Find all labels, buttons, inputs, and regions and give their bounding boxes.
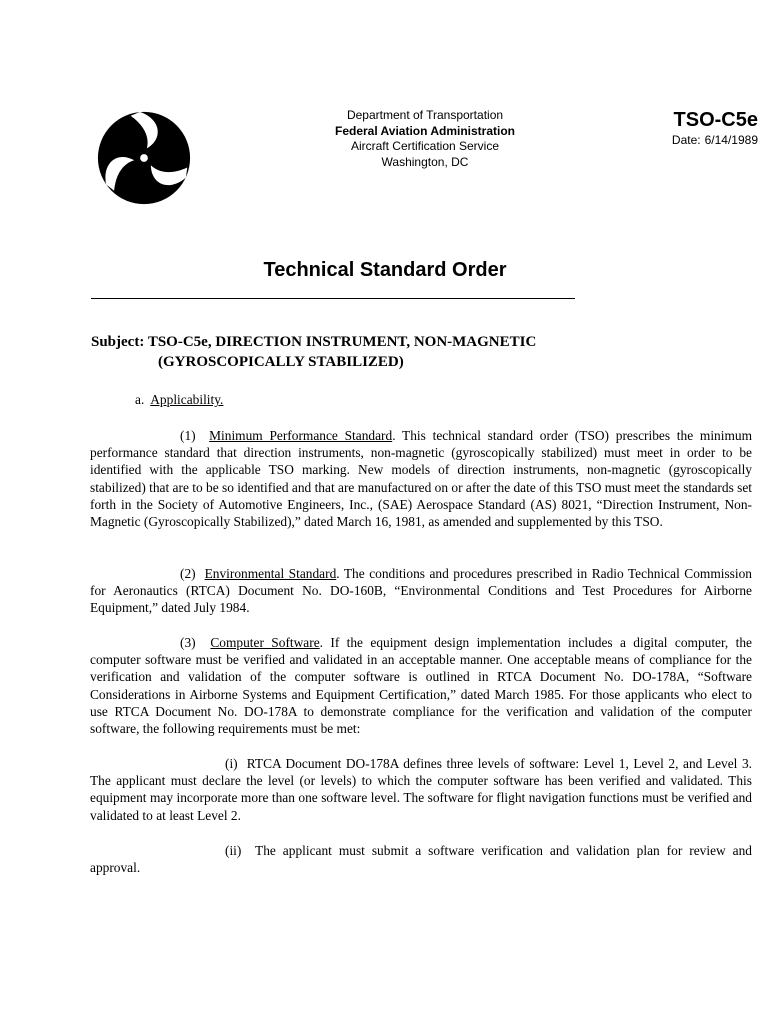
p2-marker: (2): [180, 566, 196, 581]
agency-department: Department of Transportation: [346, 108, 504, 122]
p1-marker: (1): [180, 428, 196, 443]
p3-heading: Computer Software: [210, 635, 320, 650]
agency-block: [320, 108, 530, 170]
p2-text: . The conditions and procedures prescribed in Radio Technical Commission for Aeronautics (RTCA) Document No. DO-160B, “Environmental Conditions and Test Procedures for Airborne Equipment,” dated July 1984.: [90, 566, 752, 616]
subject-block: [91, 332, 731, 372]
p3-marker: (3): [180, 635, 196, 650]
agency-location: Washington, DC: [381, 154, 469, 169]
title-rule: [91, 298, 575, 299]
p1-heading: Minimum Performance Standard: [209, 428, 393, 443]
tso-date: [640, 132, 758, 148]
p3i-marker: (i): [225, 756, 238, 771]
paragraph-3: [90, 634, 752, 737]
tso-number: TSO-C5e: [673, 109, 758, 131]
section-a-marker: a.: [135, 392, 145, 407]
date-label: Date:: [671, 133, 701, 147]
p1-text: . This technical standard order (TSO) prescribes the minimum performance standard that direction instruments, non-magnetic (gyroscopically stabilized) must meet in order to be identified with the applicable TSO marking. New models of direction instruments, non-magnetic (gyroscopically stabilized) that are to be so identified and that are manufactured on or after the date of this TSO must meet the standards set forth in the Society of Automotive Engineers, Inc., (SAE) Aerospace Standard (AS) 8021, “Direction Instrument, Non-Magnetic (Gyroscopically Stabilized),” dated March 16, 1981, as amended and supplemented by this TSO.: [90, 428, 752, 530]
subject-line-1: TSO-C5e, DIRECTION INSTRUMENT, NON-MAGNETIC: [147, 334, 537, 350]
subject-label: Subject:: [91, 334, 145, 350]
paragraph-3-ii: [90, 842, 752, 876]
subject-line-2: (GYROSCOPICALLY STABILIZED): [158, 354, 404, 370]
agency-faa: Federal Aviation Administration: [334, 123, 516, 138]
p3i-text: RTCA Document DO-178A defines three levels of software: Level 1, Level 2, and Level 3. The applicant must declare the level (or levels) to which the computer software has been verified and validated. This equipment may incorporate more than one software level. The software for flight navigation functions must be verified and validated to at least Level 2.: [90, 756, 752, 823]
dot-tri-symbol-logo: [96, 110, 192, 206]
section-a-title: Applicability.: [150, 392, 224, 407]
p3-text: . If the equipment design implementation includes a digital computer, the computer software must be verified and validated in an acceptable manner. One acceptable means of compliance for the verification and validation of the computer software is outlined in RTCA Document No. DO-178A, “Software Considerations in Airborne Systems and Equipment Certification,” dated March 1985. For those applicants who elect to use RTCA Document No. DO-178A to demonstrate compliance for the verification and validation of the computer software, the following requirements must be met:: [90, 635, 752, 737]
tso-id-block: [640, 108, 758, 148]
p3ii-text: The applicant must submit a software verification and validation plan for review and approval.: [90, 843, 752, 876]
section-a-heading: [90, 391, 752, 408]
agency-service: Aircraft Certification Service: [350, 139, 500, 153]
paragraph-2: [90, 565, 752, 617]
paragraph-3-i: [90, 755, 752, 824]
p3ii-marker: (ii): [225, 843, 242, 858]
paragraph-1: [90, 427, 752, 530]
date-value: 6/14/1989: [704, 133, 758, 147]
document-title: Technical Standard Order: [263, 259, 507, 281]
p2-heading: Environmental Standard: [204, 566, 337, 581]
